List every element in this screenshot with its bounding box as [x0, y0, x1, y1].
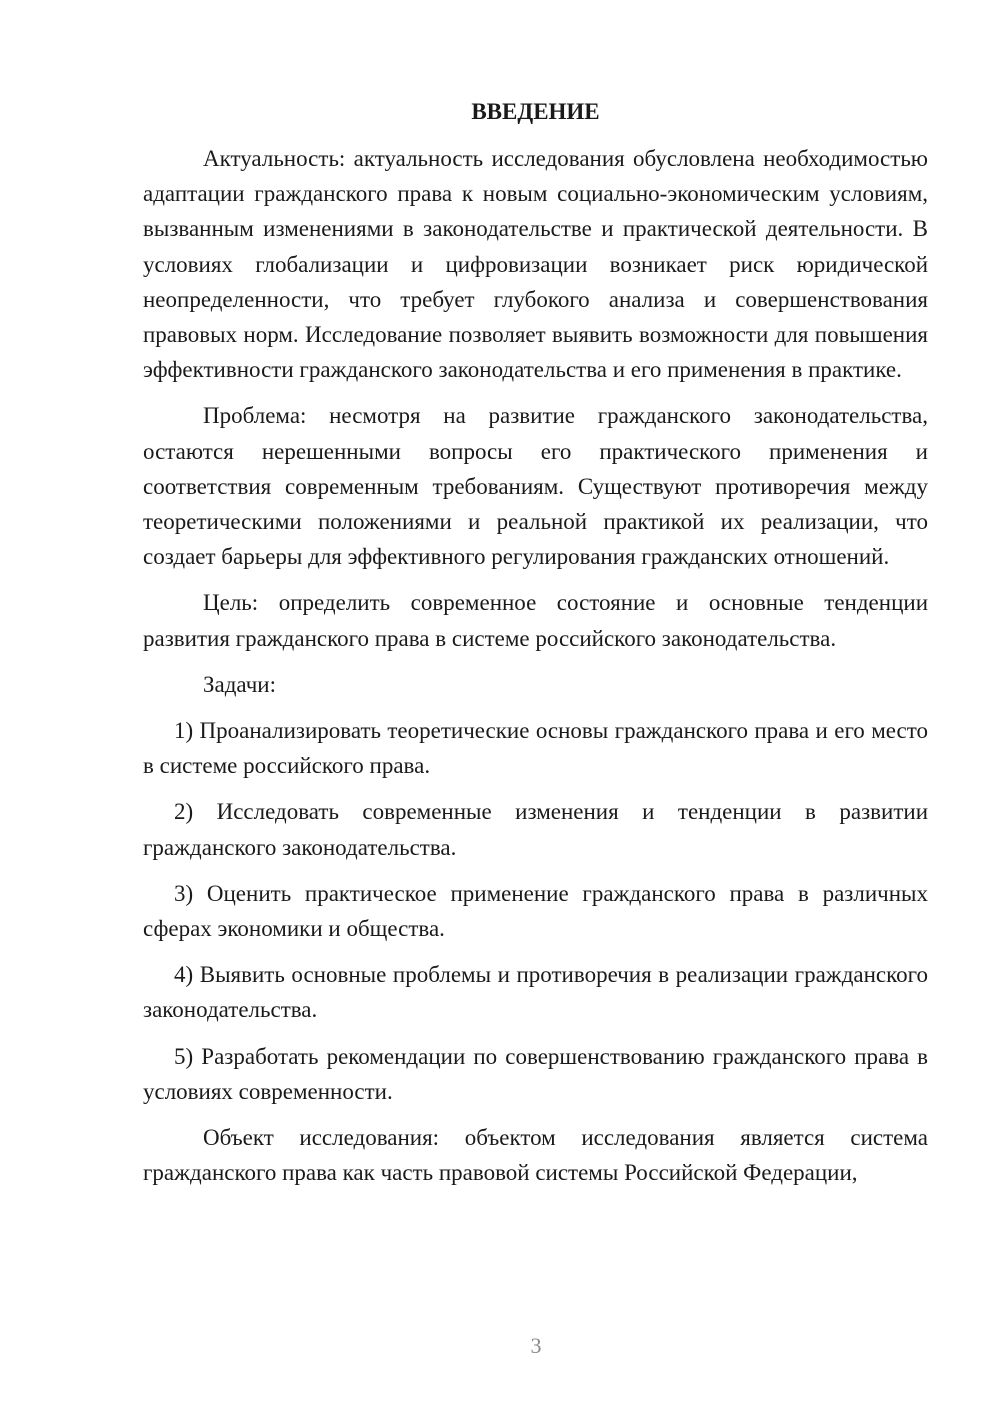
tasks-list [143, 713, 928, 1109]
page-number: 3 [530, 1333, 542, 1358]
task-item: 4) Выявить основные проблемы и противоречия в реализации гражданского законодательства. [143, 962, 928, 1023]
object-paragraph: Объект исследования: объектом исследования является система гражданского права как часть правовой системы Российской Федерации, [143, 1125, 928, 1186]
problem-paragraph: Проблема: несмотря на развитие гражданского законодательства, остаются нерешенными вопросы его практического применения и соответствия современным требованиям. Существуют противоречия между теоретическими положениями и реальной практикой их реализации, что создает барьеры для эффективного регулирования гражданских отношений. [143, 403, 928, 570]
section-title: ВВЕДЕНИЕ [471, 99, 600, 124]
task-item: 5) Разработать рекомендации по совершенствованию гражданского права в условиях современности. [143, 1043, 928, 1104]
document-page [143, 94, 928, 1201]
task-item: 1) Проанализировать теоретические основы гражданского права и его место в системе российского права. [143, 718, 928, 779]
task-item: 3) Оценить практическое применение гражданского права в различных сферах экономики и общества. [143, 880, 928, 942]
task-item: 2) Исследовать современные изменения и тенденции в развитии гражданского законодательства. [143, 799, 928, 860]
relevance-paragraph: Актуальность: актуальность исследования обусловлена необходимостью адаптации гражданского права к новым социально-экономическим условиям, вызванным изменениями в законодательстве и практической деятельности. В условиях глобализации и цифровизации возникает риск юридической неопределенности, что требует глубокого анализа и совершенствования правовых норм. Исследование позволяет выявить возможности для повышения эффективности гражданского законодательства и его применения в практике. [143, 146, 928, 383]
goal-paragraph: Цель: определить современное состояние и основные тенденции развития гражданского права в системе российского законодательства. [143, 590, 928, 651]
tasks-heading: Задачи: [203, 671, 276, 697]
